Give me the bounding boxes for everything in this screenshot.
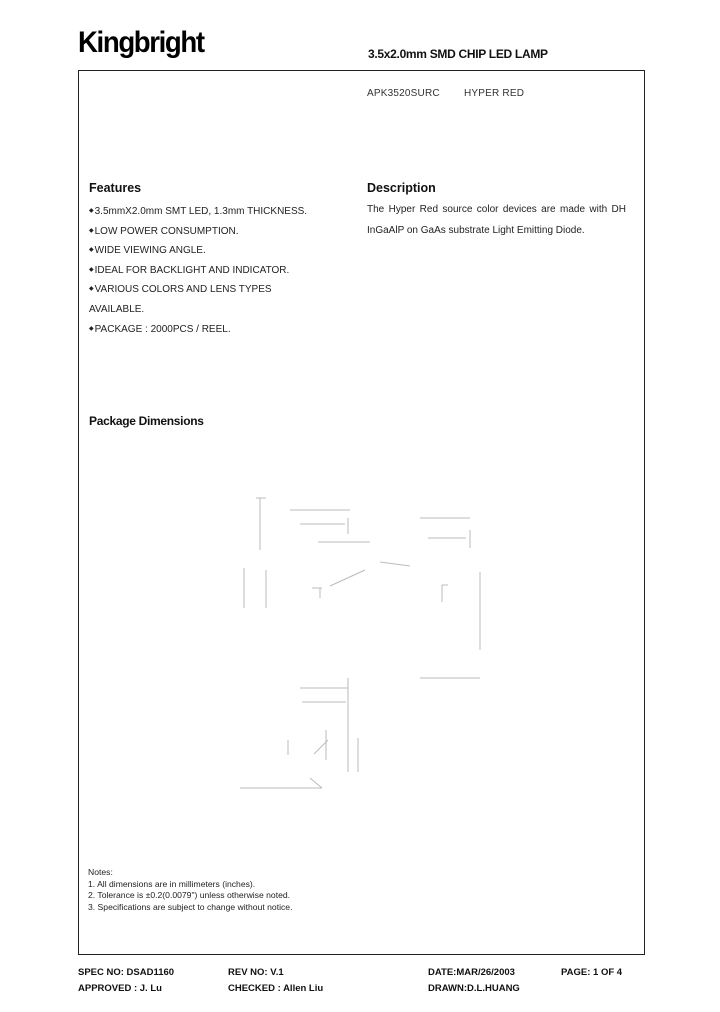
note-item: 1. All dimensions are in millimeters (inches).	[88, 878, 256, 889]
footer-drawn: DRAWN:D.L.HUANG	[428, 983, 520, 994]
footer-spec-no: SPEC NO: DSAD1160	[78, 967, 175, 978]
footer-approved: APPROVED : J. Lu	[78, 983, 162, 994]
description-text: The Hyper Red source color devices are made with DH InGaAlP on GaAs substrate Light Emitting Diode.	[367, 204, 626, 236]
footer-date: DATE:MAR/26/2003	[428, 967, 515, 978]
feature-item: ◆ PACKAGE : 2000PCS / REEL.	[89, 320, 359, 340]
feature-item: ◆ IDEAL FOR BACKLIGHT AND INDICATOR.	[89, 261, 359, 281]
footer-checked: CHECKED : Allen Liu	[228, 983, 324, 994]
features-heading: Features	[89, 181, 142, 195]
drawing-lines	[240, 498, 480, 788]
brand-logo: Kingbright	[78, 26, 204, 59]
feature-item: ◆ WIDE VIEWING ANGLE.	[89, 241, 359, 261]
features-list	[89, 202, 359, 339]
note-item: 2. Tolerance is ±0.2(0.0079") unless otherwise noted.	[88, 890, 291, 901]
part-color: HYPER RED	[464, 88, 525, 99]
feature-item: ◆ LOW POWER CONSUMPTION.	[89, 222, 359, 242]
package-dimension-drawing	[230, 490, 500, 810]
package-dimensions-heading: Package Dimensions	[89, 414, 204, 428]
feature-item: ◆ 3.5mmX2.0mm SMT LED, 1.3mm THICKNESS.	[89, 202, 359, 222]
notes-block	[88, 867, 292, 913]
footer-page: PAGE: 1 OF 4	[561, 967, 623, 978]
feature-item: ◆ VARIOUS COLORS AND LENS TYPES	[89, 280, 359, 300]
feature-item-continuation: AVAILABLE.	[89, 303, 145, 315]
footer-rev-no: REV NO: V.1	[228, 967, 284, 978]
document-title: 3.5x2.0mm SMD CHIP LED LAMP	[368, 47, 548, 61]
part-number: APK3520SURC	[367, 88, 440, 99]
note-item: 3. Specifications are subject to change without notice.	[88, 901, 293, 912]
description-heading: Description	[367, 181, 436, 195]
notes-title: Notes:	[88, 867, 113, 877]
